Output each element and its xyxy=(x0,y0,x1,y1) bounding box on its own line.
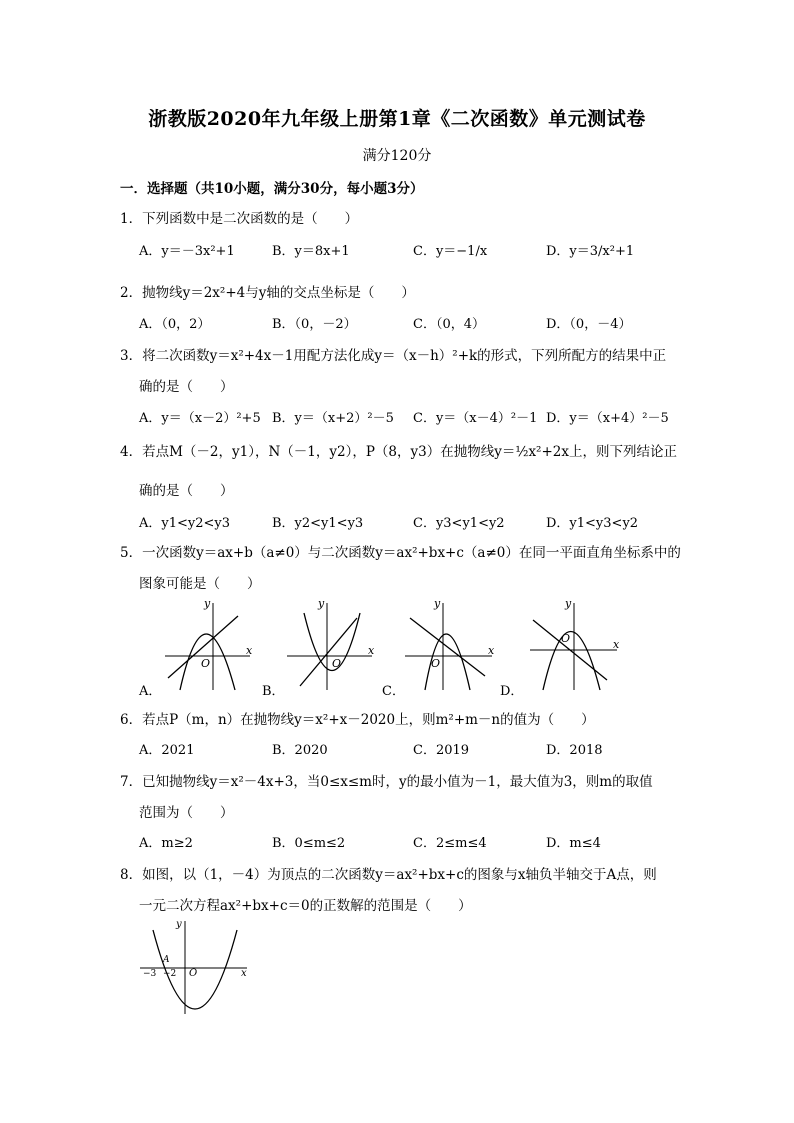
question-text: 下列函数中是二次函数的是（ ） xyxy=(142,211,359,227)
q8-parabola-graph xyxy=(135,918,255,1018)
q5-option-b: B． xyxy=(262,684,285,699)
question-4 xyxy=(120,440,677,460)
origin-label: O xyxy=(332,657,342,670)
q3-option-b: B．y＝（x+2）²－5 xyxy=(272,411,394,426)
tick-label-minus3: −3 xyxy=(143,969,157,979)
axis-label-y: y xyxy=(176,919,182,930)
q1-option-d: D．y＝3/x²+1 xyxy=(546,244,635,259)
question-number: 6． xyxy=(120,712,143,728)
page-subtitle: 满分120分 xyxy=(362,148,432,164)
question-7 xyxy=(120,770,653,790)
q2-option-b: B．（0，－2） xyxy=(272,317,357,332)
q4-option-d: D．y1<y3<y2 xyxy=(546,516,639,531)
q6-option-a: A．2021 xyxy=(139,743,195,758)
question-2 xyxy=(120,281,415,301)
q7-option-d: D．m≤4 xyxy=(546,836,601,851)
q4-option-a: A．y1<y2<y3 xyxy=(139,516,231,531)
question-number: 2． xyxy=(120,285,143,301)
q5-option-a: A． xyxy=(139,684,162,699)
q4-option-c: C．y3<y1<y2 xyxy=(413,516,505,531)
q6-option-d: D．2018 xyxy=(546,743,603,758)
q1-option-c: C．y＝−1/x xyxy=(413,244,488,259)
origin-label: O xyxy=(189,968,198,979)
q5-graph-c xyxy=(400,598,500,693)
question-6 xyxy=(120,708,595,728)
q5-graph-b xyxy=(282,598,382,693)
question-7-line2: 范围为（ ） xyxy=(139,805,234,821)
question-number: 7． xyxy=(120,774,143,790)
question-number: 5． xyxy=(120,545,143,561)
q2-option-a: A．（0，2） xyxy=(139,317,211,332)
q4-option-b: B．y2<y1<y3 xyxy=(272,516,364,531)
question-3 xyxy=(120,344,666,364)
axis-label-y: y xyxy=(565,598,572,610)
origin-label: O xyxy=(561,632,571,645)
question-8-line2: 一元二次方程ax²+bx+c＝0的正数解的范围是（ ） xyxy=(139,898,472,914)
question-3-line2: 确的是（ ） xyxy=(139,379,234,395)
q3-option-a: A．y＝（x－2）²+5 xyxy=(139,411,261,426)
question-number: 8． xyxy=(120,867,143,883)
section-heading: 一．选择题（共10小题，满分30分，每小题3分） xyxy=(120,181,424,197)
question-text: 若点M（－2，y1），N（－1，y2），P（8，y3）在抛物线y＝½x²+2x上，则下列结论正 xyxy=(142,444,677,460)
q6-option-b: B．2020 xyxy=(272,743,328,758)
question-5 xyxy=(120,541,681,561)
q1-option-a: A．y＝－3x²+1 xyxy=(139,244,235,259)
question-5-line2: 图象可能是（ ） xyxy=(139,576,261,592)
q7-option-c: C．2≤m≤4 xyxy=(413,836,487,851)
axis-label-x: x xyxy=(488,644,495,657)
q5-option-d: D． xyxy=(500,684,524,699)
q5-graph-a xyxy=(160,598,260,693)
point-a-label: A xyxy=(163,955,170,965)
question-text: 已知抛物线y＝x²－4x+3，当0≤x≤m时，y的最小值为－1，最大值为3，则m的取值 xyxy=(142,774,653,790)
q6-option-c: C．2019 xyxy=(413,743,470,758)
question-number: 3． xyxy=(120,348,143,364)
question-8 xyxy=(120,863,657,883)
page-title: 浙教版2020年九年级上册第1章《二次函数》单元测试卷 xyxy=(148,108,646,130)
question-4-line2: 确的是（ ） xyxy=(139,483,234,499)
question-1 xyxy=(120,207,358,227)
question-text: 若点P（m，n）在抛物线y＝x²+x－2020上，则m²+m－n的值为（ ） xyxy=(142,712,595,728)
q7-option-a: A．m≥2 xyxy=(139,836,193,851)
question-number: 1． xyxy=(120,211,143,227)
axis-label-y: y xyxy=(204,598,211,610)
origin-label: O xyxy=(431,657,441,670)
q7-option-b: B．0≤m≤2 xyxy=(272,836,346,851)
q5-option-c: C． xyxy=(382,684,405,699)
q3-option-c: C．y＝（x－4）²－1 xyxy=(413,411,538,426)
question-text: 将二次函数y＝x²+4x－1用配方法化成y＝（x－h）²+k的形式，下列所配方的结果中正 xyxy=(142,348,667,364)
question-text: 抛物线y＝2x²+4与y轴的交点坐标是（ ） xyxy=(142,285,415,301)
question-text: 如图，以（1，－4）为顶点的二次函数y＝ax²+bx+c的图象与x轴负半轴交于A点，则 xyxy=(142,867,657,883)
question-number: 4． xyxy=(120,444,143,460)
axis-label-x: x xyxy=(368,644,375,657)
axis-label-y: y xyxy=(318,598,325,610)
question-text: 一次函数y＝ax+b（a≠0）与二次函数y＝ax²+bx+c（a≠0）在同一平面直角坐标系中的 xyxy=(142,545,681,561)
axis-label-y: y xyxy=(434,598,441,610)
q5-graph-d xyxy=(525,598,625,693)
axis-label-x: x xyxy=(613,638,620,651)
tick-label-minus2: −2 xyxy=(163,969,177,979)
q3-option-d: D．y＝（x+4）²－5 xyxy=(546,411,669,426)
q2-option-d: D．（0，－4） xyxy=(546,317,632,332)
q1-option-b: B．y＝8x+1 xyxy=(272,244,350,259)
q2-option-c: C．（0，4） xyxy=(413,317,485,332)
axis-label-x: x xyxy=(241,968,247,979)
origin-label: O xyxy=(201,657,211,670)
axis-label-x: x xyxy=(246,644,253,657)
